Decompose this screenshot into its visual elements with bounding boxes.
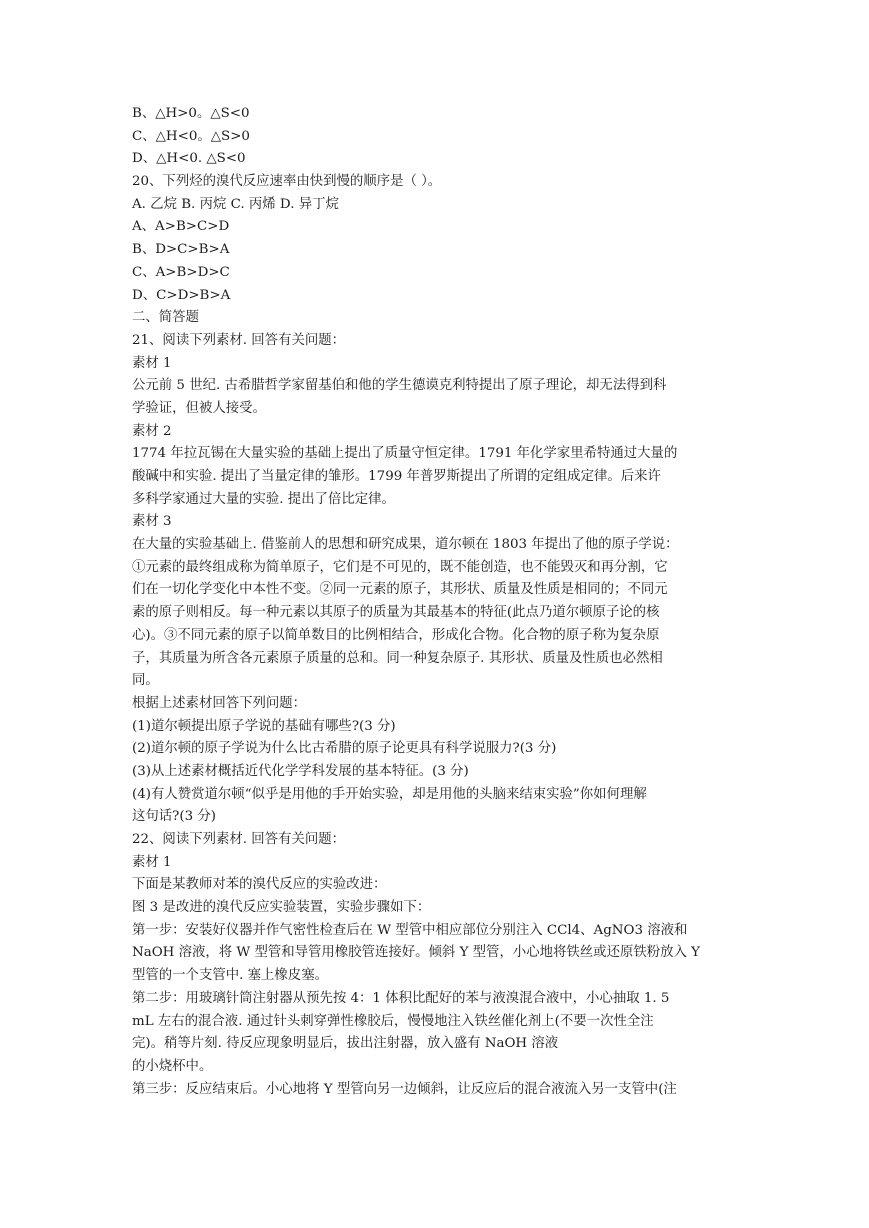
q22-line: 第一步：安装好仪器并作气密性检查后在 W 型管中相应部位分别注入 CCl4、AgNO3 溶液和 [132, 922, 688, 938]
q21-material-1-line: 学验证，但被人接受。 [132, 400, 266, 416]
q19-option-d: D、△H<0. △S<0 [132, 151, 246, 167]
q21-question: (3)从上述素材概括近代化学学科发展的基本特征。(3 分) [132, 763, 469, 779]
q21-material-3-line: ①元素的最终组成称为简单原子，它们是不可见的，既不能创造，也不能毁灭和再分割，它 [132, 559, 668, 575]
q22-stem: 22、阅读下列素材. 回答有关问题： [132, 832, 346, 847]
q22-line: 完)。稍等片刻. 待反应现象明显后，拔出注射器，放入盛有 NaOH 溶液 [132, 1036, 559, 1052]
q22-material-1-label: 素材 1 [132, 854, 172, 870]
q21-question: (2)道尔顿的原子学说为什么比古希腊的原子论更具有科学说服力?(3 分) [132, 741, 557, 757]
q19-option-c: C、△H<0。△S>0 [132, 128, 250, 144]
q21-stem: 21、阅读下列素材. 回答有关问题： [132, 332, 346, 348]
q21-material-3-line: 同。 [132, 673, 159, 689]
q19-option-b: B、△H>0。△S<0 [132, 106, 250, 121]
q21-question: (4)有人赞赏道尔顿“似乎是用他的手开始实验，却是用他的头脑来结束实验”你如何理解 [132, 786, 647, 802]
q21-material-3-label: 素材 3 [132, 514, 172, 530]
q22-line: 图 3 是改进的溴代反应实验装置，实验步骤如下： [132, 900, 431, 916]
q21-material-2-line: 酸碱中和实验. 提出了当量定律的雏形。1799 年普罗斯提出了所谓的定组成定律。后来许 [132, 469, 661, 484]
q20-stem: 20、下列烃的溴代反应速率由快到慢的顺序是（ ）。 [132, 174, 442, 190]
q21-material-3-line: 子，其质量为所含各元素原子质量的总和。同一种复杂原子. 其形状、质量及性质也必然相 [132, 650, 663, 666]
document-page [132, 103, 740, 1101]
q22-line: 第三步：反应结束后。小心地将 Y 型管向另一边倾斜，让反应后的混合液流入另一支管中(注 [132, 1081, 677, 1097]
q22-line: mL 左右的混合液. 通过针头刺穿弹性橡胶后，慢慢地注入铁丝催化剂上(不要一次性全注 [132, 1013, 654, 1029]
section-title: 二、简答题 [132, 310, 199, 326]
q20-items: A. 乙烷 B. 丙烷 C. 丙烯 D. 异丁烷 [132, 196, 339, 212]
q21-material-3-line: 们在一切化学变化中本性不变。②同一元素的原子，其形状、质量及性质是相同的；不同元 [132, 582, 668, 598]
q21-material-2-label: 素材 2 [132, 423, 172, 439]
q21-question: 这句话?(3 分) [132, 809, 216, 825]
q20-option-d: D、C>D>B>A [132, 287, 231, 303]
q20-option-b: B、D>C>B>A [132, 242, 230, 258]
q21-instruction: 根据上述素材回答下列问题： [132, 695, 307, 711]
q22-line: NaOH 溶液，将 W 型管和导管用橡胶管连接好。倾斜 Y 型管，小心地将铁丝或还原铁粉放入 Y [132, 945, 701, 961]
q21-material-1-line: 公元前 5 世纪. 古希腊哲学家留基伯和他的学生德谟克利特提出了原子理论，却无法得到科 [132, 378, 667, 394]
q21-material-2-line: 1774 年拉瓦锡在大量实验的基础上提出了质量守恒定律。1791 年化学家里希特通过大量的 [132, 446, 678, 462]
q21-material-3-line: 在大量的实验基础上. 借鉴前人的思想和研究成果，道尔顿在 1803 年提出了他的原子学说： [132, 537, 679, 553]
q21-material-3-line: 素的原子则相反。每一种元素以其原子的质量为其最基本的特征(此点乃道尔顿原子论的核 [132, 605, 660, 621]
q22-line: 第二步：用玻璃针筒注射器从预先按 4：1 体积比配好的苯与液溴混合液中，小心抽取 1. 5 [132, 990, 670, 1006]
q20-option-a: A、A>B>C>D [132, 219, 230, 235]
q21-question: (1)道尔顿提出原子学说的基础有哪些?(3 分) [132, 718, 396, 734]
q21-material-2-line: 多科学家通过大量的实验. 提出了倍比定律。 [132, 491, 395, 507]
q21-material-3-line: 心)。③不同元素的原子以简单数目的比例相结合，形成化合物。化合物的原子称为复杂原 [132, 627, 660, 643]
q22-line: 下面是某教师对苯的溴代反应的实验改进： [132, 877, 387, 893]
q22-line: 的小烧杯中。 [132, 1058, 213, 1074]
q20-option-c: C、A>B>D>C [132, 264, 230, 280]
q21-material-1-label: 素材 1 [132, 355, 172, 371]
q22-line: 型管的一个支管中. 塞上橡皮塞。 [132, 968, 328, 984]
